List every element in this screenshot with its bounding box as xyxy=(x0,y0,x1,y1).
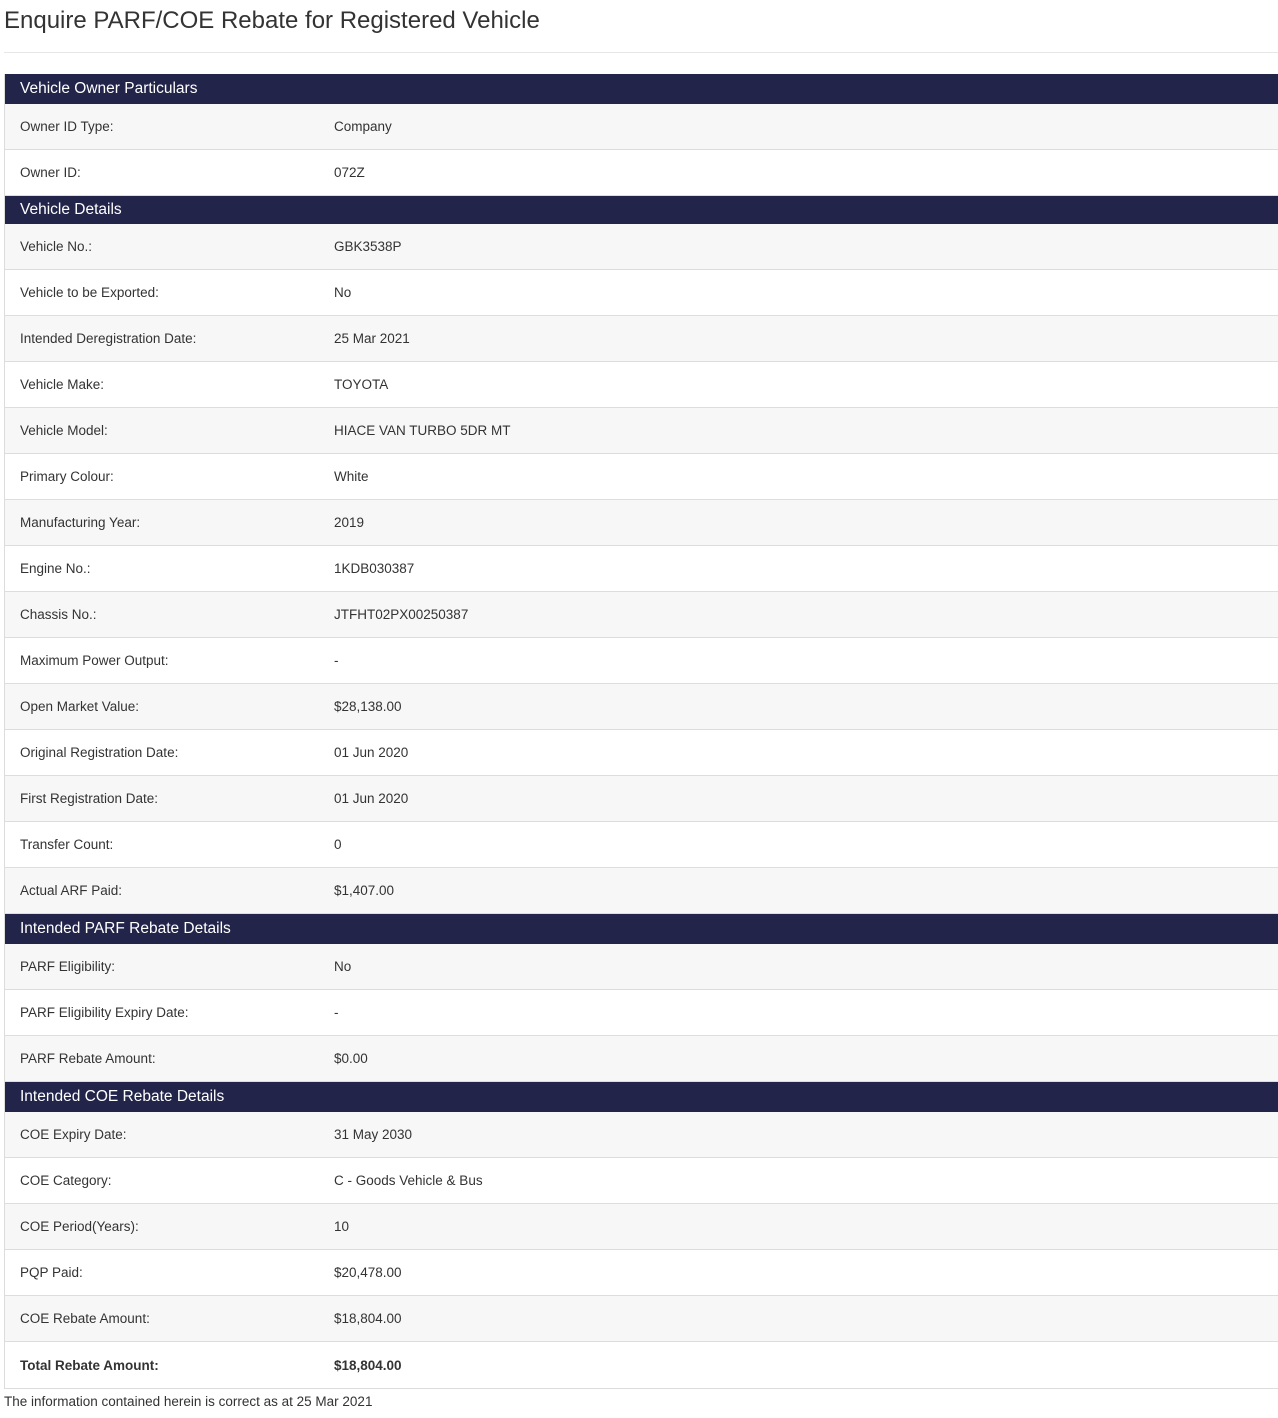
detail-row-first-registration-date xyxy=(5,776,1278,822)
detail-value: No xyxy=(334,285,352,300)
information-disclaimer: The information contained herein is correct as at 25 Mar 2021 xyxy=(4,1394,373,1409)
detail-row-vehicle-no xyxy=(5,224,1278,270)
detail-value: 01 Jun 2020 xyxy=(334,791,409,806)
detail-value: White xyxy=(334,469,369,484)
detail-value: $18,804.00 xyxy=(334,1311,402,1326)
detail-row-coe-category xyxy=(5,1158,1278,1204)
detail-row-parf-eligibility-expiry xyxy=(5,990,1278,1036)
detail-label: Engine No.: xyxy=(20,561,91,576)
detail-row-chassis-no xyxy=(5,592,1278,638)
detail-value: TOYOTA xyxy=(334,377,389,392)
detail-value: GBK3538P xyxy=(334,239,402,254)
detail-label: Transfer Count: xyxy=(20,837,114,852)
detail-value: HIACE VAN TURBO 5DR MT xyxy=(334,423,511,438)
section-header-coe: Intended COE Rebate Details xyxy=(5,1082,1278,1112)
detail-label: Owner ID Type: xyxy=(20,119,114,134)
detail-row-coe-expiry-date xyxy=(5,1112,1278,1158)
title-divider xyxy=(4,52,1278,53)
detail-label: COE Category: xyxy=(20,1173,112,1188)
detail-value: $28,138.00 xyxy=(334,699,402,714)
detail-label: COE Expiry Date: xyxy=(20,1127,127,1142)
detail-row-actual-arf-paid xyxy=(5,868,1278,914)
detail-label: Chassis No.: xyxy=(20,607,97,622)
detail-label: Manufacturing Year: xyxy=(20,515,141,530)
detail-label: Vehicle No.: xyxy=(20,239,93,254)
detail-row-owner-id xyxy=(5,150,1278,196)
section-header-owner: Vehicle Owner Particulars xyxy=(5,74,1278,104)
detail-label: COE Period(Years): xyxy=(20,1219,139,1234)
detail-label: Total Rebate Amount: xyxy=(20,1357,159,1373)
detail-value: - xyxy=(334,1005,339,1020)
section-header-vehicle: Vehicle Details xyxy=(5,196,1278,224)
detail-label: Vehicle to be Exported: xyxy=(20,285,159,300)
detail-value: 25 Mar 2021 xyxy=(334,331,410,346)
rebate-details-panel xyxy=(4,74,1278,1389)
detail-label: PQP Paid: xyxy=(20,1265,83,1280)
detail-label: Owner ID: xyxy=(20,165,81,180)
detail-value: 1KDB030387 xyxy=(334,561,415,576)
detail-value: 01 Jun 2020 xyxy=(334,745,409,760)
detail-value: $1,407.00 xyxy=(334,883,395,898)
detail-label: Original Registration Date: xyxy=(20,745,179,760)
detail-row-coe-rebate-amount xyxy=(5,1296,1278,1342)
detail-row-open-market-value xyxy=(5,684,1278,730)
detail-label: First Registration Date: xyxy=(20,791,159,806)
detail-row-vehicle-model xyxy=(5,408,1278,454)
detail-label: Vehicle Model: xyxy=(20,423,108,438)
detail-row-engine-no xyxy=(5,546,1278,592)
detail-row-parf-rebate-amount xyxy=(5,1036,1278,1082)
detail-row-max-power-output xyxy=(5,638,1278,684)
detail-label: Vehicle Make: xyxy=(20,377,105,392)
detail-value: Company xyxy=(334,119,392,134)
detail-row-primary-colour xyxy=(5,454,1278,500)
detail-value: 2019 xyxy=(334,515,365,530)
detail-value: - xyxy=(334,653,339,668)
detail-label: COE Rebate Amount: xyxy=(20,1311,150,1326)
detail-value: 0 xyxy=(334,837,342,852)
detail-row-total-rebate-amount xyxy=(5,1342,1278,1388)
detail-value: C - Goods Vehicle & Bus xyxy=(334,1173,483,1188)
detail-label: PARF Eligibility Expiry Date: xyxy=(20,1005,189,1020)
detail-value: 31 May 2030 xyxy=(334,1127,413,1142)
detail-label: Intended Deregistration Date: xyxy=(20,331,197,346)
detail-value: $18,804.00 xyxy=(334,1357,402,1373)
detail-value: No xyxy=(334,959,352,974)
detail-label: Primary Colour: xyxy=(20,469,114,484)
detail-row-vehicle-make xyxy=(5,362,1278,408)
detail-row-coe-period xyxy=(5,1204,1278,1250)
detail-value: $20,478.00 xyxy=(334,1265,402,1280)
page-title: Enquire PARF/COE Rebate for Registered Vehicle xyxy=(4,7,540,34)
detail-label: PARF Eligibility: xyxy=(20,959,116,974)
detail-label: Actual ARF Paid: xyxy=(20,883,123,898)
detail-value: $0.00 xyxy=(334,1051,368,1066)
detail-label: Open Market Value: xyxy=(20,699,140,714)
detail-row-owner-id-type xyxy=(5,104,1278,150)
detail-label: Maximum Power Output: xyxy=(20,653,169,668)
detail-row-parf-eligibility xyxy=(5,944,1278,990)
detail-value: JTFHT02PX00250387 xyxy=(334,607,469,622)
detail-row-pqp-paid xyxy=(5,1250,1278,1296)
detail-row-deregistration-date xyxy=(5,316,1278,362)
detail-row-original-registration-date xyxy=(5,730,1278,776)
detail-row-transfer-count xyxy=(5,822,1278,868)
detail-label: PARF Rebate Amount: xyxy=(20,1051,156,1066)
detail-row-manufacturing-year xyxy=(5,500,1278,546)
detail-row-vehicle-exported xyxy=(5,270,1278,316)
detail-value: 072Z xyxy=(334,165,365,180)
section-header-parf: Intended PARF Rebate Details xyxy=(5,914,1278,944)
detail-value: 10 xyxy=(334,1219,350,1234)
